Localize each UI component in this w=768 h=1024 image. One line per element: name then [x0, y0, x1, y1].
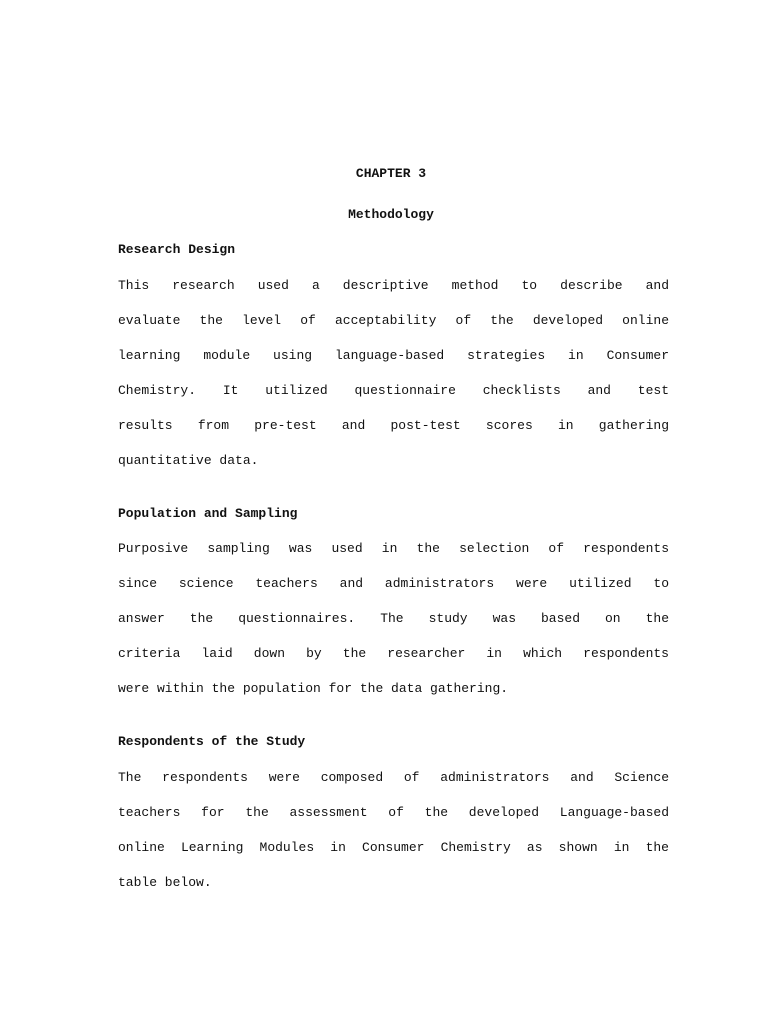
paragraph-line: Purposive sampling was used in the selection of respondents	[118, 541, 669, 556]
paragraph-research-design	[118, 277, 669, 488]
paragraph-line: teachers for the assessment of the developed Language-based	[118, 805, 669, 821]
section-heading-respondents: Respondents of the Study	[118, 734, 306, 749]
paragraph-line: evaluate the level of acceptability of the developed online	[118, 313, 669, 329]
paragraph-line: learning module using language-based strategies in Consumer	[118, 348, 669, 364]
section-heading-research-design: Research Design	[118, 242, 236, 257]
paragraph-population-sampling	[118, 540, 669, 715]
section-heading-population-sampling: Population and Sampling	[118, 506, 298, 521]
paragraph-respondents	[118, 769, 669, 909]
paragraph-line: since science teachers and administrators were utilized to	[118, 576, 669, 592]
paragraph-line: results from pre-test and post-test scores in gathering	[118, 418, 669, 434]
paragraph-line: criteria laid down by the researcher in which respondents	[118, 646, 669, 662]
chapter-label: CHAPTER 3	[355, 166, 427, 181]
chapter-title: Methodology	[348, 207, 434, 222]
paragraph-line: quantitative data.	[118, 453, 259, 469]
paragraph-line: table below.	[118, 875, 212, 891]
paragraph-line: Chemistry. It utilized questionnaire checklists and test	[118, 383, 669, 399]
paragraph-line: answer the questionnaires. The study was based on the	[118, 611, 669, 627]
paragraph-line: online Learning Modules in Consumer Chemistry as shown in the	[118, 840, 669, 856]
paragraph-line: The respondents were composed of administrators and Science	[118, 770, 669, 785]
paragraph-line: This research used a descriptive method to describe and	[118, 278, 669, 293]
paragraph-line: were within the population for the data gathering.	[118, 681, 509, 697]
